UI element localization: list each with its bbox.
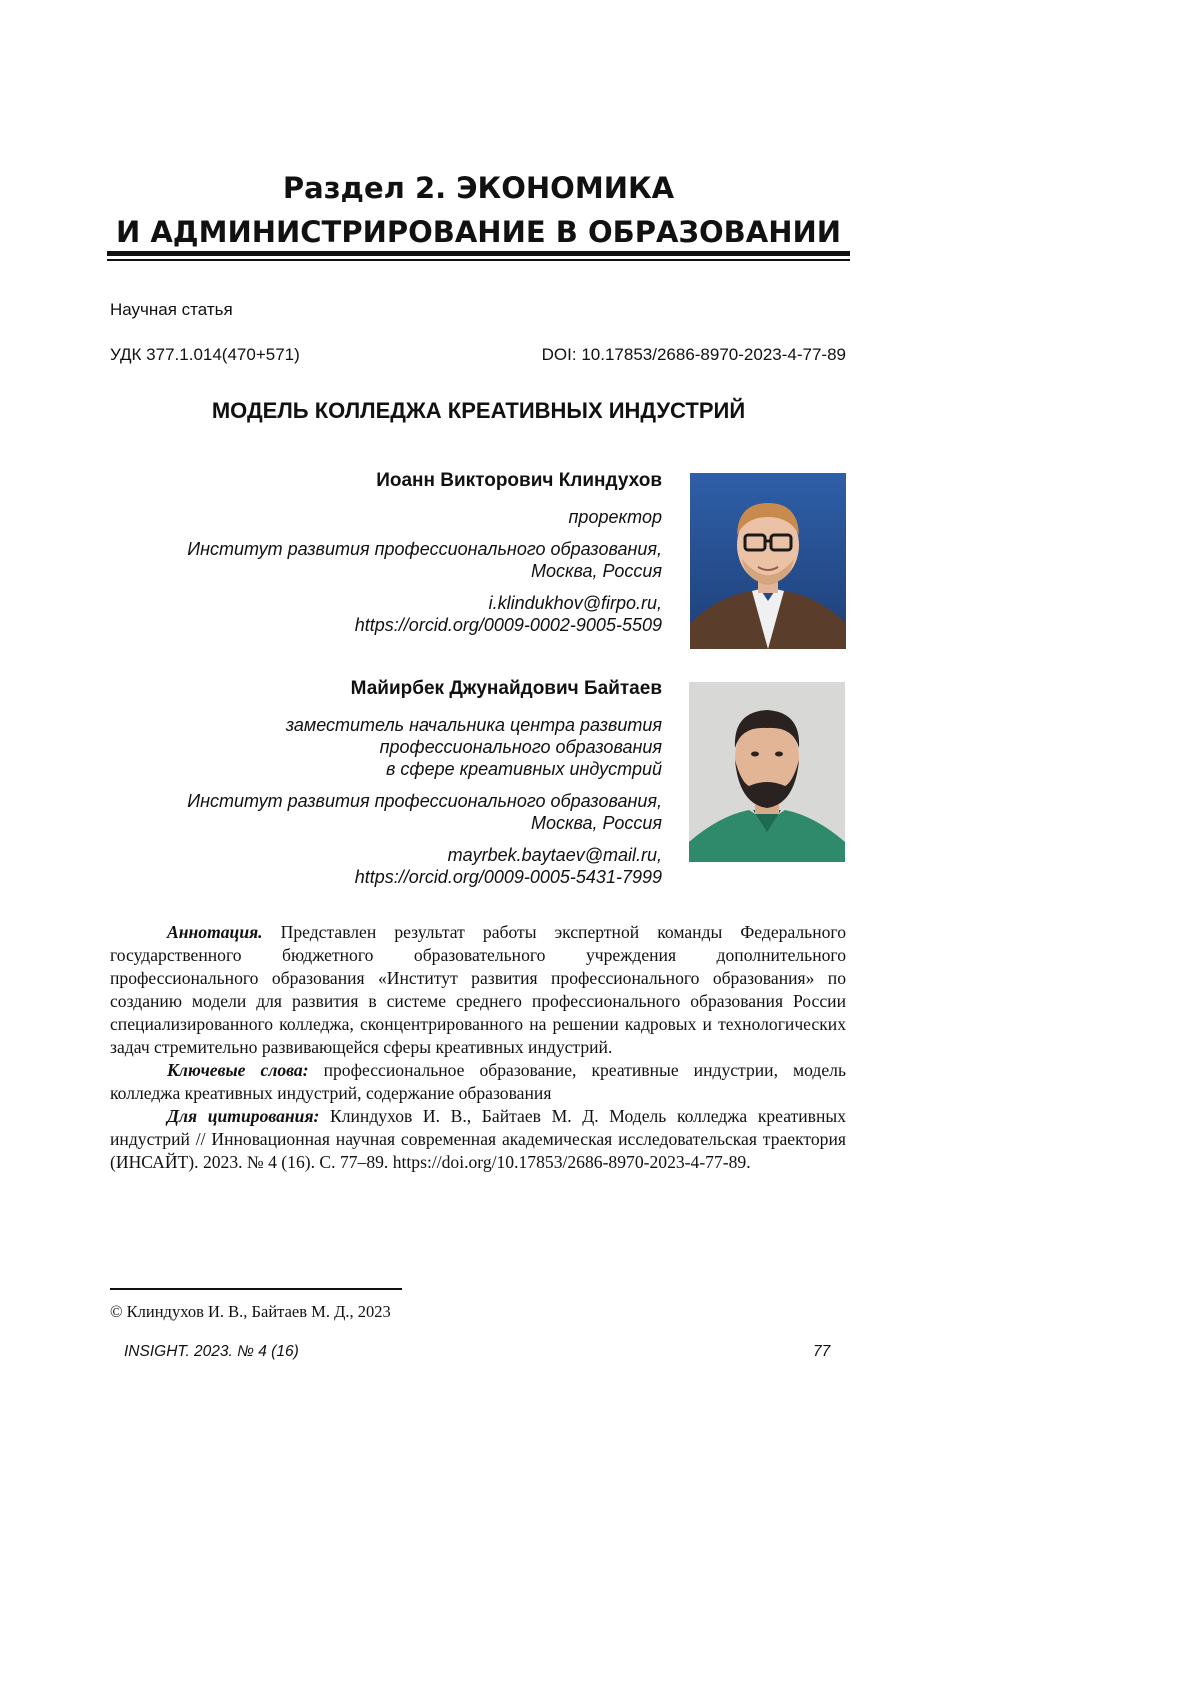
section-heading [107, 166, 850, 254]
author-name: Майирбек Джунайдович Байтаев [350, 678, 662, 699]
article-title: МОДЕЛЬ КОЛЛЕДЖА КРЕАТИВНЫХ ИНДУСТРИЙ [211, 398, 746, 423]
section-rule-thin [107, 259, 850, 261]
author-email: mayrbek.baytaev@mail.ru, [447, 845, 662, 865]
abstract-paragraph [110, 921, 846, 1059]
author-position: проректор [568, 507, 662, 527]
author-position: в сфере креативных индустрий [385, 759, 662, 779]
author-position: заместитель начальника центра развития [285, 715, 662, 735]
author-photo-1 [690, 473, 846, 649]
author-block-2 [187, 678, 662, 888]
article-type: Научная статья [110, 300, 233, 319]
page-number: 77 [813, 1343, 831, 1360]
author-affiliation-city: Москва, Россия [531, 561, 662, 581]
author-orcid: https://orcid.org/0009-0002-9005-5509 [354, 615, 662, 635]
author-email: i.klindukhov@firpo.ru, [488, 593, 662, 613]
author-block-1 [187, 470, 662, 636]
keywords-label: Ключевые слова: [167, 1060, 309, 1080]
author-affiliation: Институт развития профессионального образования, [187, 539, 662, 559]
citation-text: Клиндухов И. В., Байтаев М. Д. Модель колледжа креативных индустрий // Инновационная научная современная академическая исследовательская траектория (ИНСАЙТ). 2023. № 4 (16). С. 77–89. https://doi.org/10.17853/2686-8970-2023-4-77-89. [110, 1106, 846, 1172]
section-rule-thick [107, 251, 850, 256]
citation-label: Для цитирования: [167, 1106, 320, 1126]
author-orcid: https://orcid.org/0009-0005-5431-7999 [354, 867, 662, 887]
section-heading-line-2: И АДМИНИСТРИРОВАНИЕ В ОБРАЗОВАНИИ [115, 215, 842, 249]
abstract-label: Аннотация. [167, 922, 263, 942]
keywords-text: профессиональное образование, креативные индустрии, модель колледжа креативных индустрий, содержание образования [110, 1060, 846, 1103]
abstract-block [110, 921, 846, 1174]
author-affiliation-city: Москва, Россия [531, 813, 662, 833]
udk-code: УДК 377.1.014(470+571) [110, 345, 300, 364]
citation-paragraph [110, 1105, 846, 1174]
footnote-rule [110, 1288, 402, 1290]
author-position: профессионального образования [379, 737, 662, 757]
section-heading-line-1: Раздел 2. ЭКОНОМИКА [282, 171, 675, 205]
author-name: Иоанн Викторович Клиндухов [376, 470, 662, 491]
copyright-note: © Клиндухов И. В., Байтаев М. Д., 2023 [110, 1302, 391, 1321]
abstract-text: Представлен результат работы экспертной команды Федерального государственного бюджетного образовательного учреждения дополнительного профессионального образования «Институт развития профессионального образования» по созданию модели для развития в системе среднего профессионального образования России специализированного колледжа, сконцентрированного на решении кадровых и технологических задач стремительно развивающейся сферы креативных индустрий. [110, 922, 846, 1057]
doi: DOI: 10.17853/2686-8970-2023-4-77-89 [541, 345, 846, 364]
running-footer-journal: INSIGHT. 2023. № 4 (16) [124, 1343, 299, 1360]
author-affiliation: Институт развития профессионального образования, [187, 791, 662, 811]
author-photo-2 [689, 682, 845, 862]
keywords-paragraph [110, 1059, 846, 1105]
